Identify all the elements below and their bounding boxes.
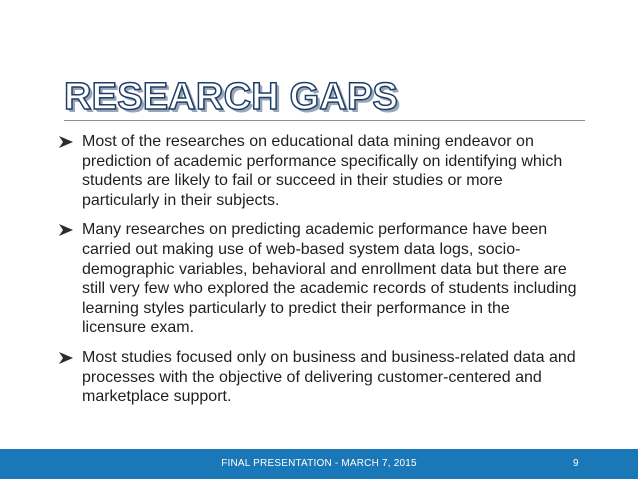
page-number: 9 bbox=[573, 458, 579, 469]
bullet-text-3: Most studies focused only on business and business-related data and processes with the objective of delivering customer-centered and marketplace support. bbox=[82, 348, 576, 406]
bullet-item-1 bbox=[58, 132, 578, 210]
footer-title: FINAL PRESENTATION - MARCH 7, 2015 bbox=[221, 458, 417, 469]
slide-title: RESEARCH GAPS bbox=[64, 76, 399, 118]
bullet-list bbox=[58, 132, 578, 417]
bullet-text-2: Many researches on predicting academic performance have been carried out making use of web-based system data logs, socio-demographic variables, behavioral and enrollment data but there are still very few who explored the academic records of students including learning styles particularly to predict their performance in the licensure exam. bbox=[82, 221, 577, 337]
bullet-item-2 bbox=[58, 220, 578, 338]
arrowhead-bullet-icon bbox=[58, 223, 74, 237]
title-divider bbox=[64, 120, 585, 121]
arrowhead-bullet-icon bbox=[58, 351, 74, 365]
arrowhead-bullet-icon bbox=[58, 135, 74, 149]
bullet-item-3 bbox=[58, 348, 578, 407]
bullet-text-1: Most of the researches on educational data mining endeavor on prediction of academic performance specifically on identifying which students are likely to fail or succeed in their studies or more particularly in their subjects. bbox=[82, 133, 563, 209]
